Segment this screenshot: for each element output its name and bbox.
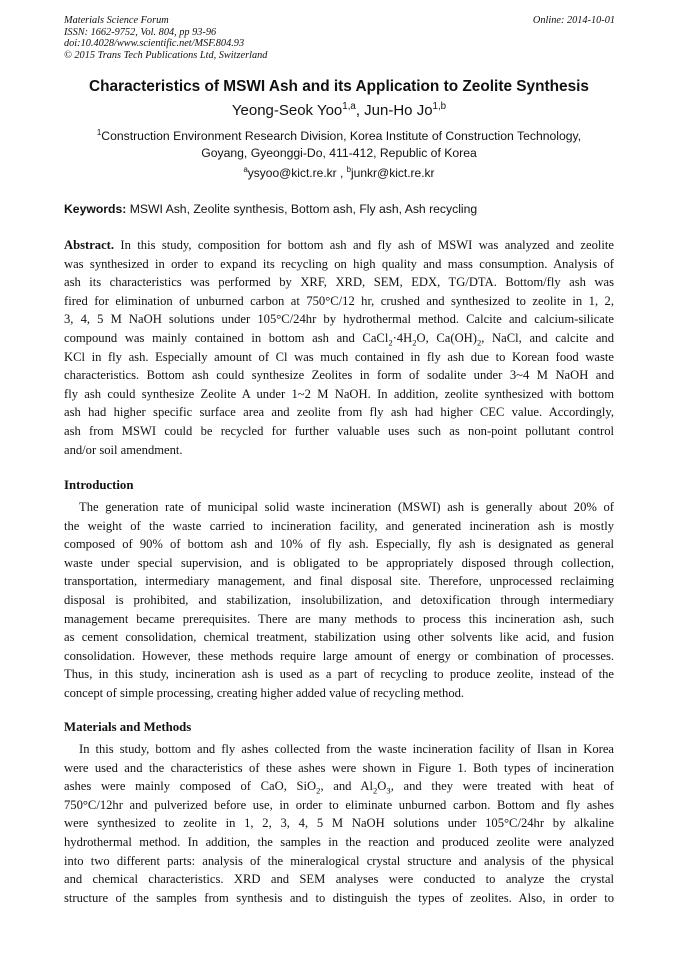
author-2-affiliation-mark: 1,b [432, 101, 447, 112]
methods-line: ashes were mainly composed of CaO, SiO$_2$, and $Al_2O_3$, and they were treated with heat of [64, 779, 614, 796]
abstract [64, 236, 614, 459]
introduction-line: disposal is prohibited, and stabilization, insolubilization, and detoxification through intermediary [64, 592, 614, 607]
abstract-line: KCl in fly ash. Especially amount of Cl was much contained in fly ash due to Korean food waste [64, 349, 614, 364]
affiliation-line-1: $^1$Construction Environment Research Division, Korea Institute of Construction Technology, [96, 127, 582, 143]
keywords-label: Keywords: [64, 202, 127, 216]
keywords-text: MSWI Ash, Zeolite synthesis, Bottom ash, Fly ash, Ash recycling [126, 202, 478, 216]
email-separator: , [336, 166, 347, 180]
abstract-line: ash its characteristics was performed by XRF, XRD, SEM, EDX, TG/DTA. Bottom/fly ash was [64, 275, 614, 290]
journal-doi: doi:10.4028/www.scientific.net/MSF.804.93 [64, 38, 245, 50]
email-a-mark: a [243, 165, 248, 174]
introduction-line: the weight of the waste carried to incineration facility, and generated incineration ash is mostly [64, 518, 614, 533]
abstract-label: Abstract. [64, 238, 115, 252]
methods-heading: Materials and Methods [64, 720, 192, 734]
abstract-line: ash from MSWI could be recycled for further valuable uses such as non-point pollutant control [64, 423, 614, 438]
methods-line: structure of the samples from synthesis and to distinguish the types of zeolites. Also, in order to [64, 890, 614, 905]
abstract-line: characteristics. Bottom ash could synthesize Zeolites in form of sodalite under 3~4 M NaOH and [64, 368, 614, 383]
author-list [40, 101, 638, 120]
methods-line: into two different parts: analysis of the mineralogical crystal structure and analysis of the physical [64, 853, 614, 868]
online-date: Online: 2014-10-01 [532, 15, 615, 26]
introduction-line: composed of 90% of bottom ash and 10% of fly ash. Especially, fly ash is designated as general [64, 537, 614, 552]
affiliation [40, 128, 638, 162]
author-separator: , [355, 102, 365, 119]
methods-line: In this study, bottom and fly ashes collected from the waste incineration facility of Ilsan in Korea [79, 742, 614, 756]
introduction-line: management became prerequisites. There are many methods to process this incineration ash, such [64, 611, 614, 626]
introduction-line: concept of simple processing, creating higher added value of recycling method. [64, 685, 465, 700]
email-b[interactable]: junkr@kict.re.kr [351, 166, 435, 180]
introduction-line: waste under special supervision, and is obligated to be appropriately disposed through collection, [64, 555, 614, 570]
author-2-name: Jun-Ho Jo [364, 102, 433, 119]
keywords [64, 201, 477, 218]
affiliation-line-2: Goyang, Gyeonggi-Do, 411-412, Republic of Korea [201, 146, 477, 160]
methods-line: and chemical characteristics. XRD and SEM analyses were conducted to analyze the crystal [64, 872, 614, 887]
abstract-line: was synthesized in order to expand its recycling on high quality and mass consumption. Analysis of [64, 256, 614, 271]
journal-header [64, 15, 267, 61]
author-1-affiliation-mark: 1,a [342, 101, 356, 112]
methods-line: 750°C/12hr and pulverized before use, in order to eliminate unburned carbon. Bottom and fly ashes [64, 797, 614, 812]
email-a[interactable]: ysyoo@kict.re.kr [247, 166, 337, 180]
introduction-body [64, 498, 614, 703]
abstract-line: fly ash could synthesize Zeolite A under 1~2 M NaOH. In addition, zeolite synthesized with bottom [64, 386, 614, 401]
introduction-heading: Introduction [64, 478, 134, 492]
methods-line: were used and the characteristics of these ashes were shown in Figure 1. Both types of incineration [64, 760, 614, 775]
introduction-line: as cement consolidation, chemical treatment, stabilization using other solvents like acid, and fusion [64, 630, 614, 645]
methods-line: were synthesized to zeolite in 1, 2, 3, 4, 5 M NaOH solutions under 105°C/24hr by alkaline [64, 816, 614, 831]
methods-body [64, 740, 614, 907]
author-1-name: Yeong-Seok Yoo [231, 102, 343, 119]
journal-copyright: © 2015 Trans Tech Publications Ltd, Switzerland [64, 49, 268, 61]
abstract-line: 3, 4, 5 M NaOH solutions under 105°C/24hr by hydrothermal method. Calcite and calcium-silicate [64, 312, 614, 327]
methods-line: hydrothermal method. In addition, the samples in the reaction and produced zeolite were analyzed [64, 834, 614, 849]
email-b-mark: b [346, 165, 352, 174]
abstract-line: fired for elimination of unburned carbon at 750°C/12 hr, crushed and synthesized to zeolite in 1, 2, [64, 293, 614, 308]
introduction-line: The generation rate of municipal solid waste incineration (MSWI) ash is generally about 20% of [79, 500, 614, 514]
journal-name: Materials Science Forum [64, 15, 169, 26]
author-emails [40, 165, 638, 182]
paper-title: Characteristics of MSWI Ash and its Application to Zeolite Synthesis [89, 78, 589, 95]
journal-issn: ISSN: 1662-9752, Vol. 804, pp 93-96 [64, 26, 217, 38]
affiliation-mark: 1 [96, 127, 102, 137]
introduction-line: consolidation. However, these methods require large amount of energy or combination of processes. [64, 648, 614, 663]
abstract-line: compound was mainly contained in bottom ash and $CaCl_2\cdot 4H_2O$, $Ca(OH)_2$, NaCl, and calcite and [64, 330, 614, 348]
introduction-line: Thus, in this study, incineration ash is used as a part of recycling to produce zeolite, instead of the [64, 667, 614, 682]
abstract-line: ash had higher specific surface area and zeolite from fly ash had higher CEC value. Accordingly, [64, 405, 614, 420]
introduction-line: transportation, intermediary management, and final disposal site. Therefore, unprocessed reclaiming [64, 574, 614, 589]
abstract-line: Abstract. In this study, composition for bottom ash and fly ash of MSWI was analyzed and zeolite [64, 238, 614, 252]
abstract-line: and/or soil amendment. [64, 442, 183, 457]
